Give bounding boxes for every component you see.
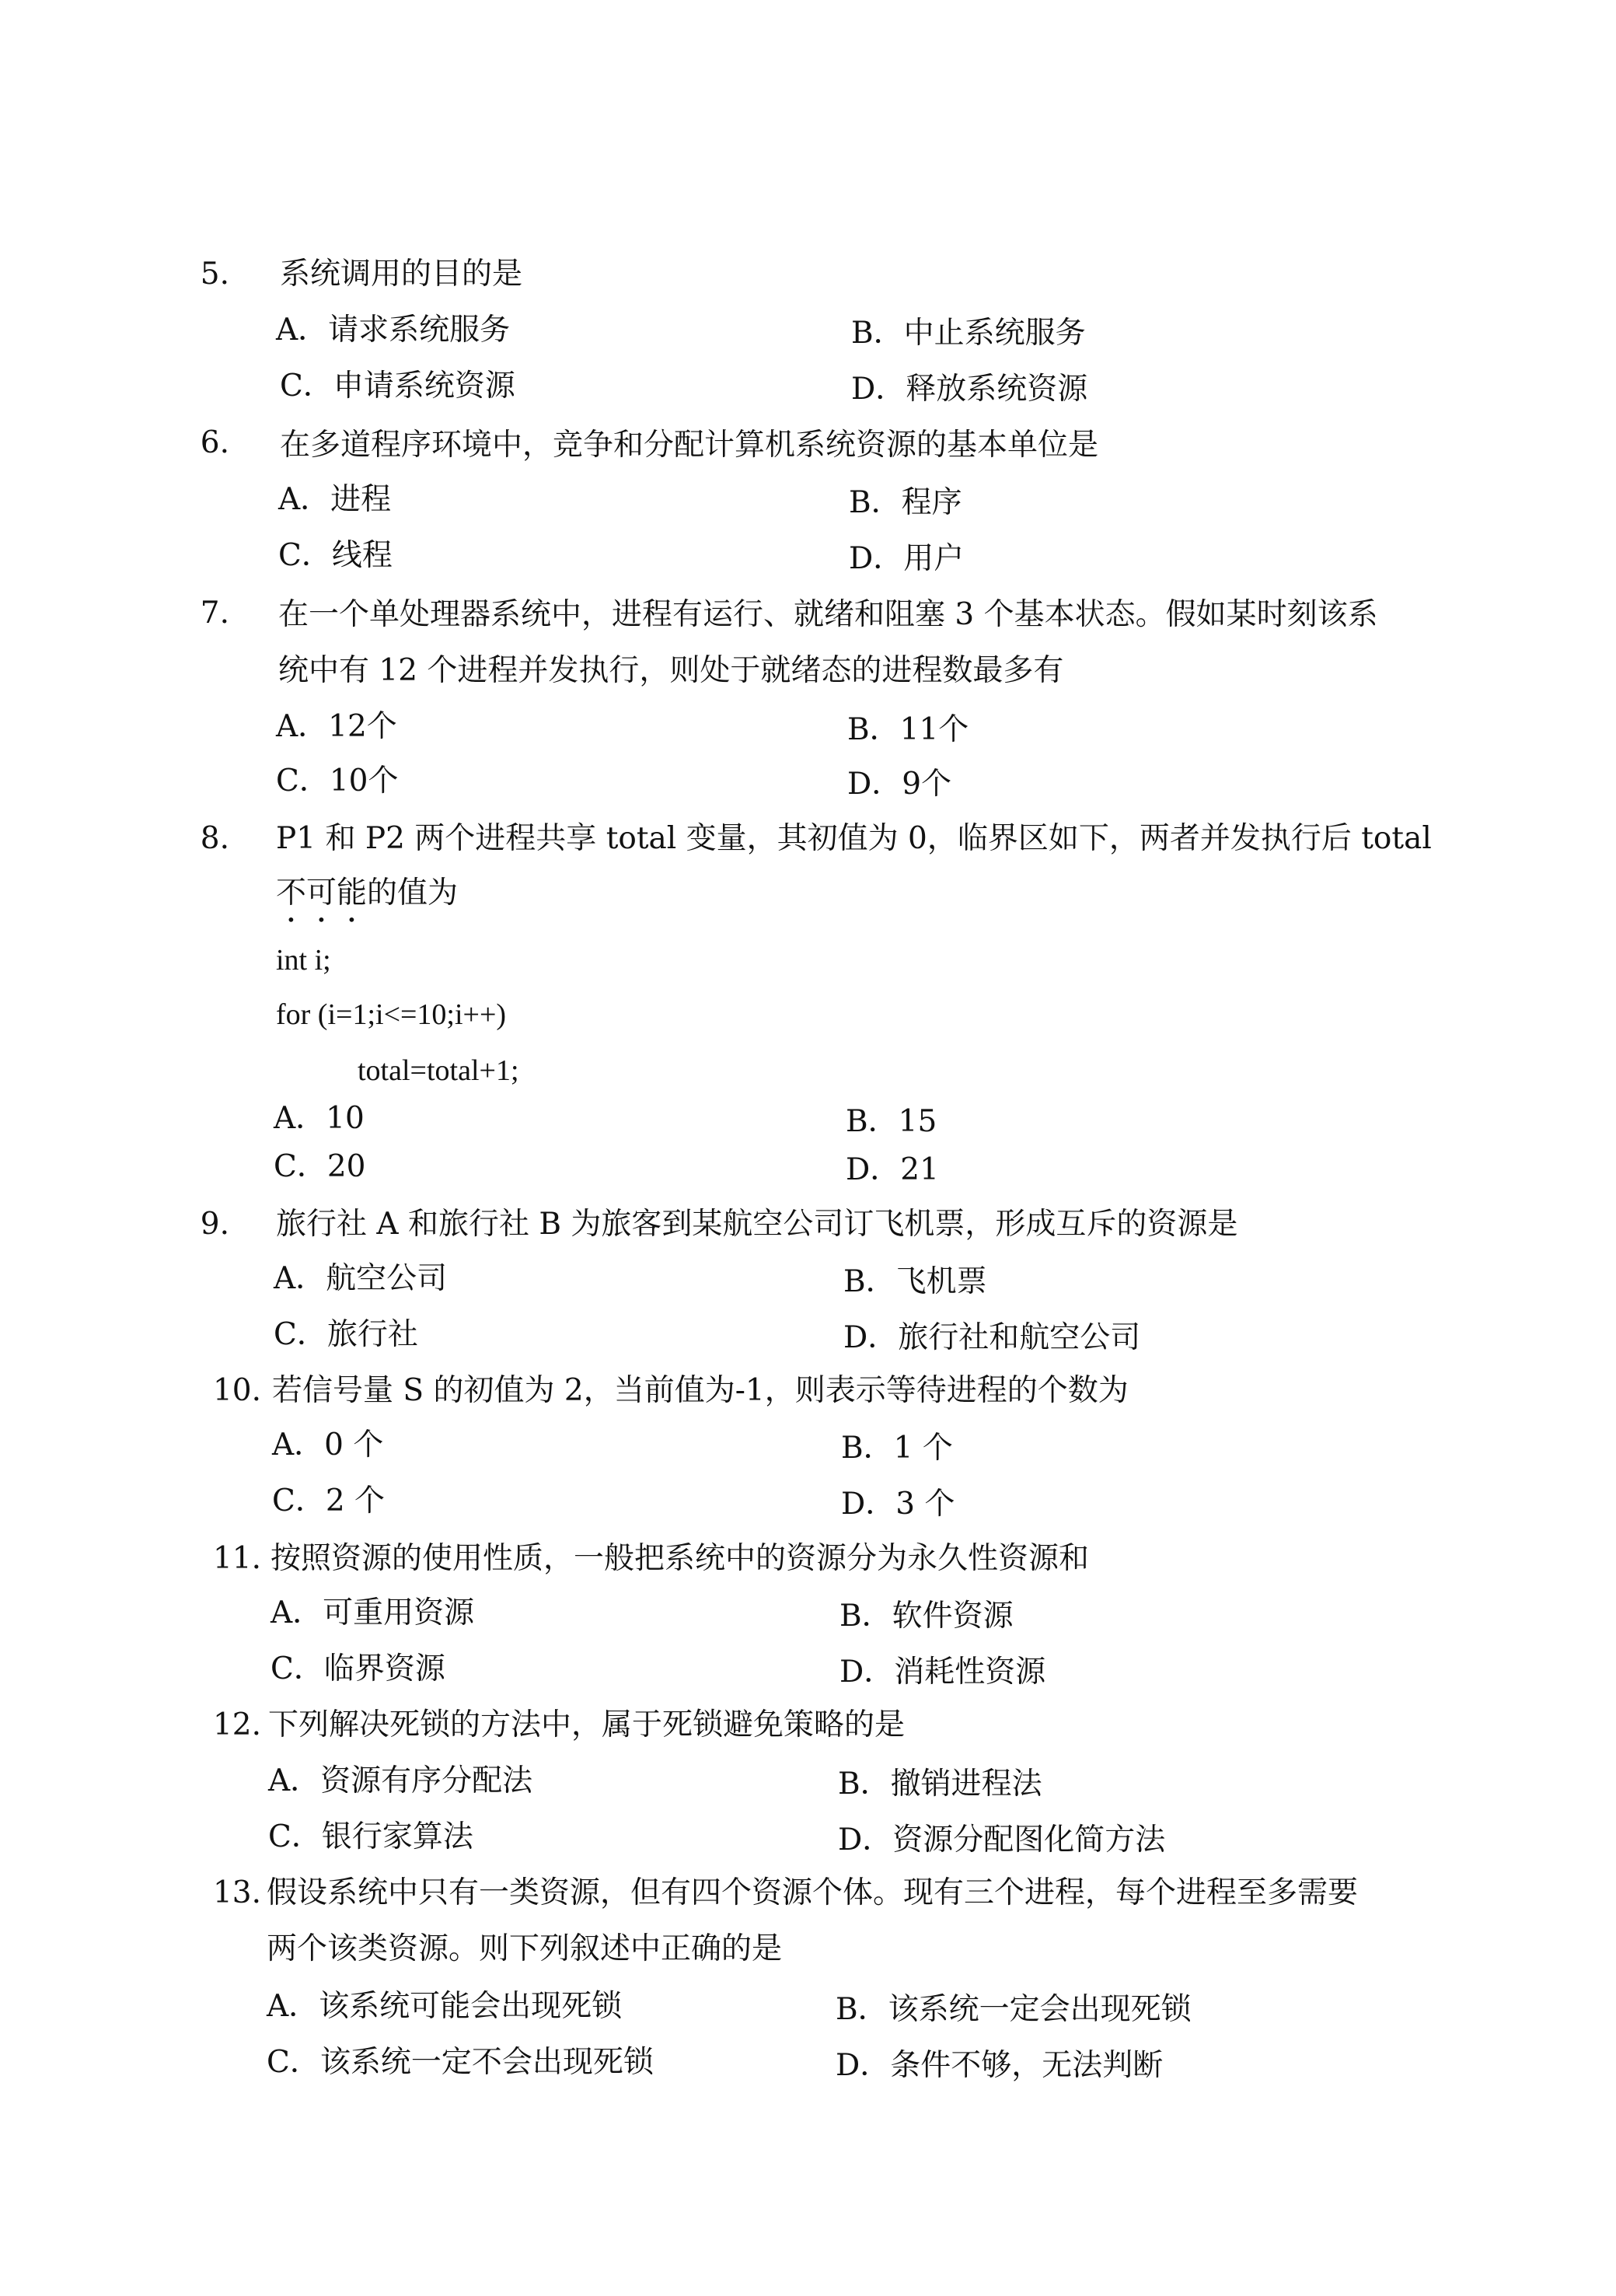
option-d: D．条件不够，无法判断	[836, 2048, 1164, 2083]
option-c: C．10个	[276, 764, 399, 799]
option-d: D．用户	[849, 541, 965, 576]
question-stem: 旅行社 A 和旅行社 B 为旅客到某航空公司订飞机票，形成互斥的资源是	[276, 1207, 1238, 1242]
question-stem: 统中有 12 个进程并发执行，则处于就绪态的进程数最多有	[278, 653, 1064, 688]
option-b: B．1 个	[841, 1431, 953, 1466]
option-c: C．临界资源	[270, 1651, 445, 1686]
option-b: B．11个	[847, 712, 969, 747]
option-a: A．12个	[276, 709, 397, 744]
option-d: D．释放系统资源	[851, 372, 1088, 407]
question-stem: 两个该类资源。则下列叙述中正确的是	[267, 1931, 783, 1966]
question-number: 7.	[200, 596, 229, 631]
option-b: B．该系统一定会出现死锁	[836, 1992, 1192, 2027]
option-c: C．旅行社	[274, 1317, 418, 1352]
option-d: D．消耗性资源	[839, 1655, 1046, 1690]
option-c: C．申请系统资源	[280, 369, 515, 404]
question-number: 12.	[212, 1707, 261, 1742]
stem-suffix: 的值为	[367, 875, 459, 910]
question-number: 10.	[212, 1373, 261, 1408]
option-a: A．进程	[278, 482, 392, 517]
option-a: A．10	[274, 1101, 365, 1136]
option-d: D．旅行社和航空公司	[843, 1320, 1141, 1355]
question-stem: 系统调用的目的是	[280, 257, 523, 292]
emphasized-text: 不可能	[276, 875, 368, 910]
code-line: for (i=1;i<=10;i++)	[276, 998, 507, 1031]
question-stem: 下列解决死锁的方法中，属于死锁避免策略的是	[268, 1707, 906, 1742]
question-stem: 在多道程序环境中，竞争和分配计算机系统资源的基本单位是	[280, 428, 1099, 463]
option-b: B．飞机票	[843, 1264, 987, 1299]
option-b: B．软件资源	[839, 1599, 1014, 1634]
question-number: 11.	[212, 1541, 261, 1576]
question-number: 5.	[200, 257, 229, 292]
question-number: 9.	[200, 1207, 229, 1242]
option-a: A．0 个	[272, 1428, 384, 1463]
question-stem: 假设系统中只有一类资源，但有四个资源个体。现有三个进程，每个进程至多需要	[267, 1875, 1359, 1910]
question-number: 8.	[200, 821, 229, 856]
question-stem: P1 和 P2 两个进程共享 total 变量，其初值为 0，临界区如下，两者并发执行后 total	[276, 821, 1432, 856]
option-d: D．资源分配图化简方法	[838, 1822, 1166, 1857]
code-line: total=total+1;	[358, 1054, 519, 1087]
option-c: C．线程	[278, 538, 393, 573]
question-stem: 按照资源的使用性质，一般把系统中的资源分为永久性资源和	[270, 1541, 1090, 1576]
option-c: C．银行家算法	[268, 1819, 473, 1854]
option-d: D．21	[846, 1152, 939, 1187]
question-number: 6.	[200, 425, 229, 460]
option-c: C．20	[274, 1149, 366, 1184]
option-a: A．可重用资源	[270, 1595, 475, 1630]
option-a: A．资源有序分配法	[268, 1763, 533, 1798]
question-stem-continuation	[276, 874, 458, 929]
option-a: A．请求系统服务	[276, 313, 511, 348]
option-c: C．2 个	[272, 1483, 386, 1518]
question-stem: 若信号量 S 的初值为 2，当前值为-1，则表示等待进程的个数为	[272, 1373, 1129, 1408]
question-stem: 在一个单处理器系统中，进程有运行、就绪和阻塞 3 个基本状态。假如某时刻该系	[278, 597, 1378, 632]
option-b: B．程序	[849, 485, 962, 520]
option-a: A．航空公司	[274, 1261, 448, 1296]
option-c: C．该系统一定不会出现死锁	[267, 2045, 654, 2080]
code-line: int i;	[276, 944, 331, 977]
option-a: A．该系统可能会出现死锁	[267, 1989, 623, 2024]
option-d: D．3 个	[841, 1487, 955, 1522]
question-number: 13.	[212, 1875, 261, 1910]
option-b: B．15	[846, 1104, 937, 1139]
option-d: D．9个	[847, 767, 952, 802]
option-b: B．中止系统服务	[851, 316, 1086, 351]
option-b: B．撤销进程法	[838, 1767, 1042, 1802]
